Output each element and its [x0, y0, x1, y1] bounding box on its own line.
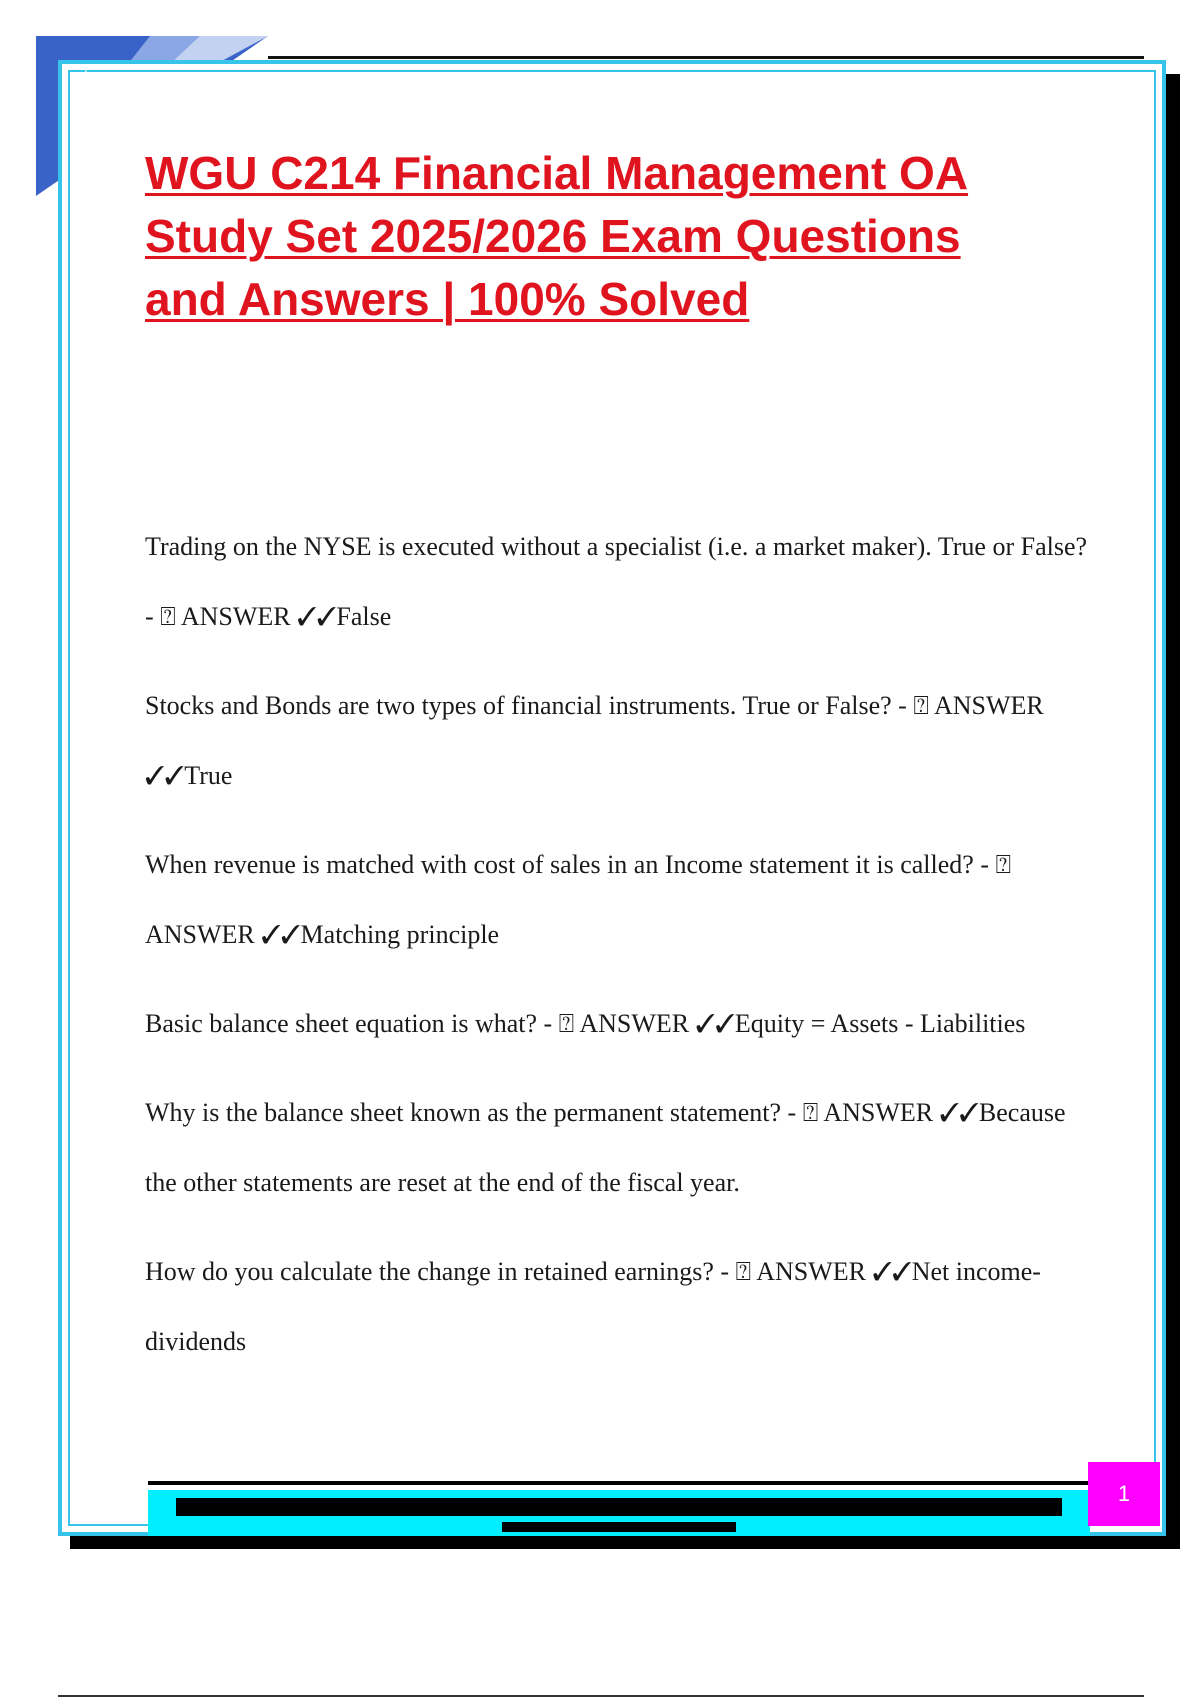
qa-list — [145, 512, 1095, 1396]
qa-item: Why is the balance sheet known as the permanent statement? - ⍰ ANSWER ✓✓Because the other statements are reset at the end of the fiscal year. — [145, 1098, 1066, 1197]
qa-item: How do you calculate the change in retained earnings? - ⍰ ANSWER ✓✓Net income-dividends — [145, 1257, 1041, 1356]
footer-black-bar — [176, 1498, 1062, 1516]
page-number-badge: 1 — [1088, 1462, 1160, 1526]
top-decorative-line — [268, 56, 1144, 59]
title-line-1: WGU C214 Financial Management OA — [145, 147, 969, 199]
corner-page-number: 1 — [82, 64, 90, 79]
bottom-rule — [58, 1695, 1144, 1697]
qa-item: Basic balance sheet equation is what? - ⍰ ANSWER ✓✓Equity = Assets - Liabilities — [145, 1009, 1026, 1038]
qa-item: Trading on the NYSE is executed without a specialist (i.e. a market maker). True or False? - ⍰ ANSWER ✓✓False — [145, 532, 1088, 631]
footer-rule — [148, 1481, 1090, 1485]
title-line-2: Study Set 2025/2026 Exam Questions — [145, 210, 961, 262]
qa-item: Stocks and Bonds are two types of financial instruments. True or False? - ⍰ ANSWER ✓✓True — [145, 691, 1044, 790]
footer-small-bar — [502, 1522, 736, 1532]
title-line-3: and Answers | 100% Solved — [145, 273, 750, 325]
document-title — [145, 142, 1045, 331]
qa-item: When revenue is matched with cost of sales in an Income statement it is called? - ⍰ ANSWER ✓✓Matching principle — [145, 850, 1012, 949]
